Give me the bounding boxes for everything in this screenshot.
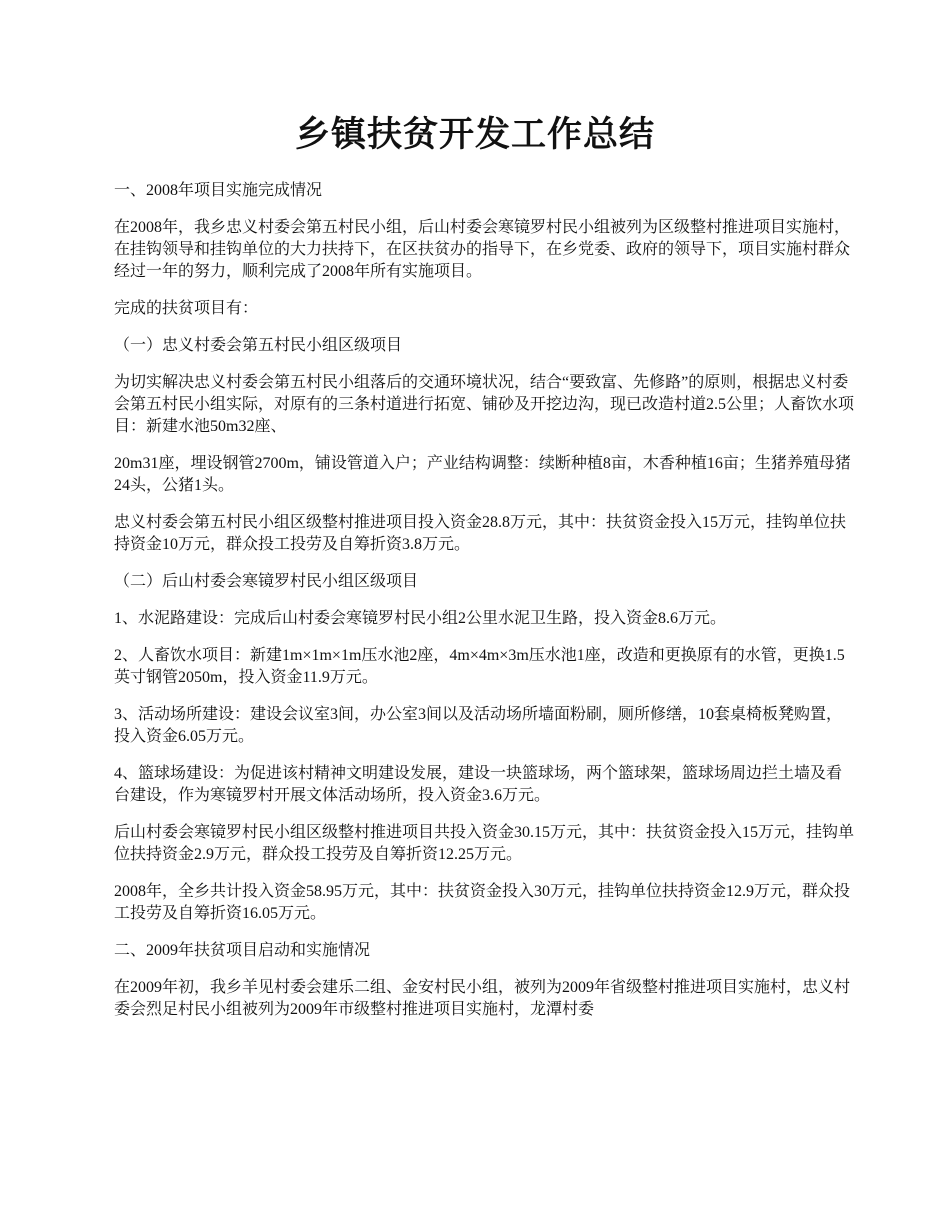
- list-item: 4、篮球场建设：为促进该村精神文明建设发展，建设一块篮球场，两个篮球架，篮球场周边拦土墙及看台建设，作为寒镜罗村开展文体活动场所，投入资金3.6万元。: [114, 765, 843, 804]
- section-heading: 二、2009年扶贫项目启动和实施情况: [114, 942, 371, 959]
- paragraph: 忠义村委会第五村民小组区级整村推进项目投入资金28.8万元，其中：扶贫资金投入15万元，挂钩单位扶持资金10万元，群众投工投劳及自筹折资3.8万元。: [114, 514, 847, 553]
- list-item: 3、活动场所建设：建设会议室3间，办公室3间以及活动场所墙面粉刷，厕所修缮，10套桌椅板凳购置，投入资金6.05万元。: [114, 706, 843, 745]
- paragraph: 后山村委会寒镜罗村民小组区级整村推进项目共投入资金30.15万元，其中：扶贫资金投入15万元，挂钩单位扶持资金2.9万元，群众投工投劳及自筹折资12.25万元。: [114, 824, 855, 863]
- paragraph: 完成的扶贫项目有：: [114, 300, 259, 317]
- document-body: [114, 180, 854, 1036]
- document-title: 乡镇扶贫开发工作总结: [294, 115, 655, 154]
- paragraph: 在2009年初，我乡羊见村委会建乐二组、金安村民小组，被列为2009年省级整村推进项目实施村，忠义村委会烈足村民小组被列为2009年市级整村推进项目实施村，龙潭村委: [114, 979, 851, 1018]
- paragraph: 20m31座，埋设钢管2700m，铺设管道入户；产业结构调整：续断种植8亩，木香种植16亩；生猪养殖母猪24头，公猪1头。: [114, 455, 851, 494]
- paragraph: 在2008年，我乡忠义村委会第五村民小组，后山村委会寒镜罗村民小组被列为区级整村推进项目实施村，在挂钩领导和挂钩单位的大力扶持下，在区扶贫办的指导下，在乡党委、政府的领导下，项目实施村群众经过一年的努力，顺利完成了2008年所有实施项目。: [114, 219, 851, 280]
- paragraph: 为切实解决忠义村委会第五村民小组落后的交通环境状况，结合“要致富、先修路”的原则，根据忠义村委会第五村民小组实际，对原有的三条村道进行拓宽、铺砂及开挖边沟，现已改造村道2.5公里；人畜饮水项目：新建水池50m32座、: [114, 374, 855, 435]
- list-item: 2、人畜饮水项目：新建1m×1m×1m压水池2座，4m×4m×3m压水池1座，改造和更换原有的水管，更换1.5英寸钢管2050m，投入资金11.9万元。: [114, 647, 845, 686]
- list-item: 1、水泥路建设：完成后山村委会寒镜罗村民小组2公里水泥卫生路，投入资金8.6万元。: [114, 610, 727, 627]
- section-heading: 一、2008年项目实施完成情况: [114, 182, 323, 199]
- subsection-heading: （二）后山村委会寒镜罗村民小组区级项目: [114, 573, 419, 590]
- subsection-heading: （一）忠义村委会第五村民小组区级项目: [114, 337, 403, 354]
- paragraph: 2008年，全乡共计投入资金58.95万元，其中：扶贫资金投入30万元，挂钩单位扶持资金12.9万元，群众投工投劳及自筹折资16.05万元。: [114, 883, 851, 922]
